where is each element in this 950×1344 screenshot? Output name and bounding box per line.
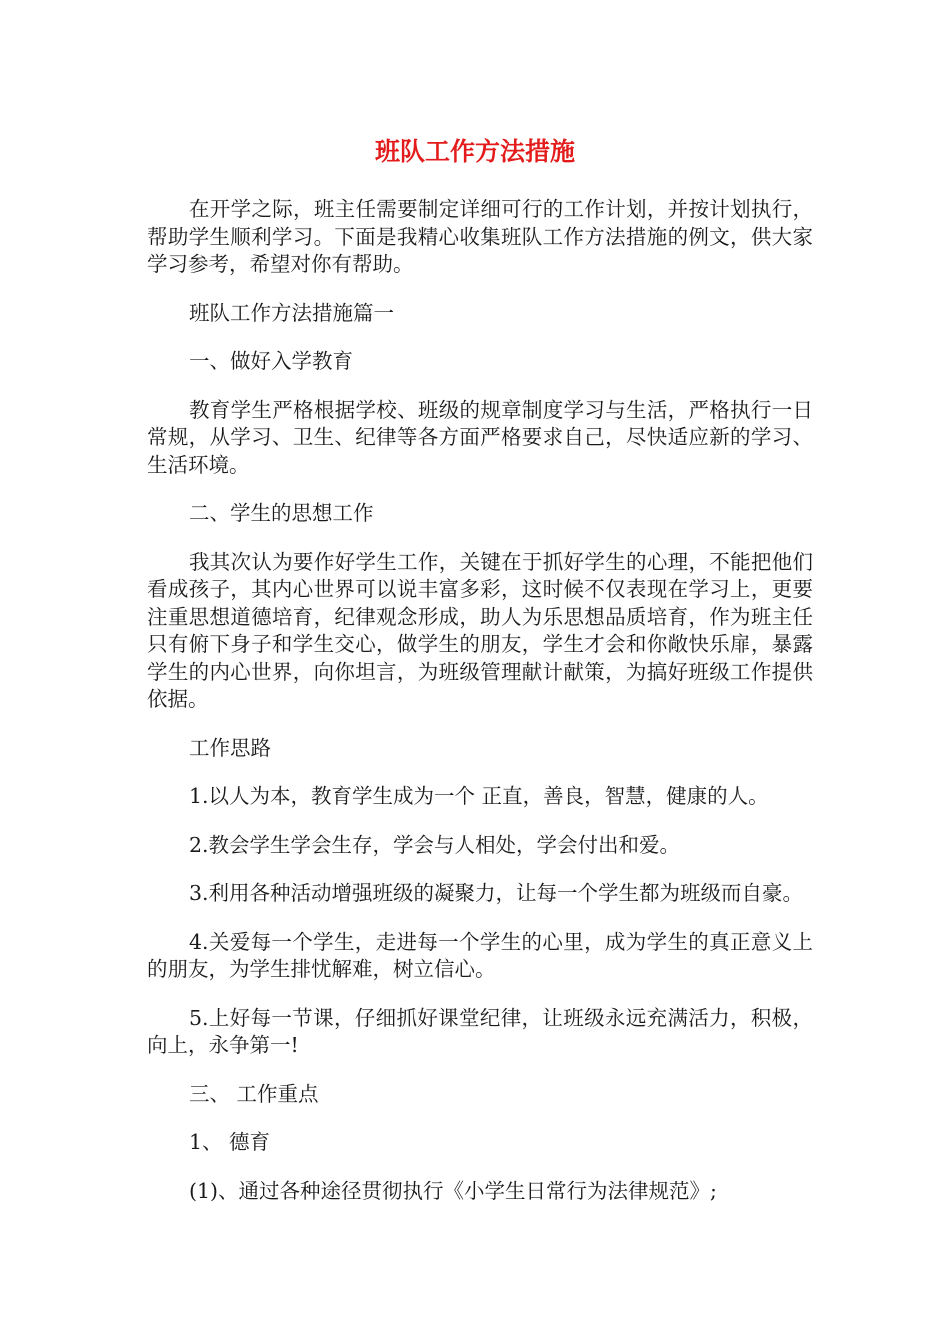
list-item: 1.以人为本，教育学生成为一个 正直，善良，智慧，健康的人。: [189, 784, 769, 808]
body-paragraph: 教育学生严格根据学校、班级的规章制度学习与生活，严格执行一日常规，从学习、卫生、纪律等各方面严格要求自己，尽快适应新的学习、生活环境。: [147, 397, 813, 477]
section-heading: 工作思路: [189, 735, 271, 760]
body-paragraph: 我其次认为要作好学生工作，关键在于抓好学生的心理，不能把他们看成孩子，其内心世界可以说丰富多彩，这时候不仅表现在学习上，更要注重思想道德培育，纪律观念形成，助人为乐思想品质培育，作为班主任只有俯下身子和学生交心，做学生的朋友，学生才会和你敞快乐扉，暴露学生的内心世界，向你坦言，为班级管理献计献策，为搞好班级工作提供依据。: [147, 549, 813, 711]
section-heading: 一、做好入学教育: [189, 349, 353, 373]
section-heading: 班队工作方法措施篇一: [189, 300, 394, 325]
list-item: 3.利用各种活动增强班级的凝聚力，让每一个学生都为班级而自豪。: [189, 881, 804, 905]
list-item: 4.关爱每一个学生，走进每一个学生的心里，成为学生的真正意义上的朋友，为学生排忧解难，树立信心。: [147, 929, 813, 981]
document-title: 班队工作方法措施: [374, 137, 575, 166]
section-heading: 三、 工作重点: [189, 1081, 319, 1106]
subsection-heading: 1、 德育: [189, 1130, 271, 1154]
list-item: (1)、通过各种途径贯彻执行《小学生日常行为法律规范》;: [189, 1178, 717, 1203]
intro-paragraph: 在开学之际，班主任需要制定详细可行的工作计划，并按计划执行，帮助学生顺利学习。下面是我精心收集班队工作方法措施的例文，供大家学习参考，希望对你有帮助。: [147, 197, 813, 276]
section-heading: 二、学生的思想工作: [189, 501, 374, 525]
list-item: 5.上好每一节课，仔细抓好课堂纪律，让班级永远充满活力，积极，向上，永争第一!: [147, 1005, 813, 1057]
list-item: 2.教会学生学会生存，学会与人相处，学会付出和爱。: [189, 832, 681, 857]
document-body: [147, 196, 813, 1226]
